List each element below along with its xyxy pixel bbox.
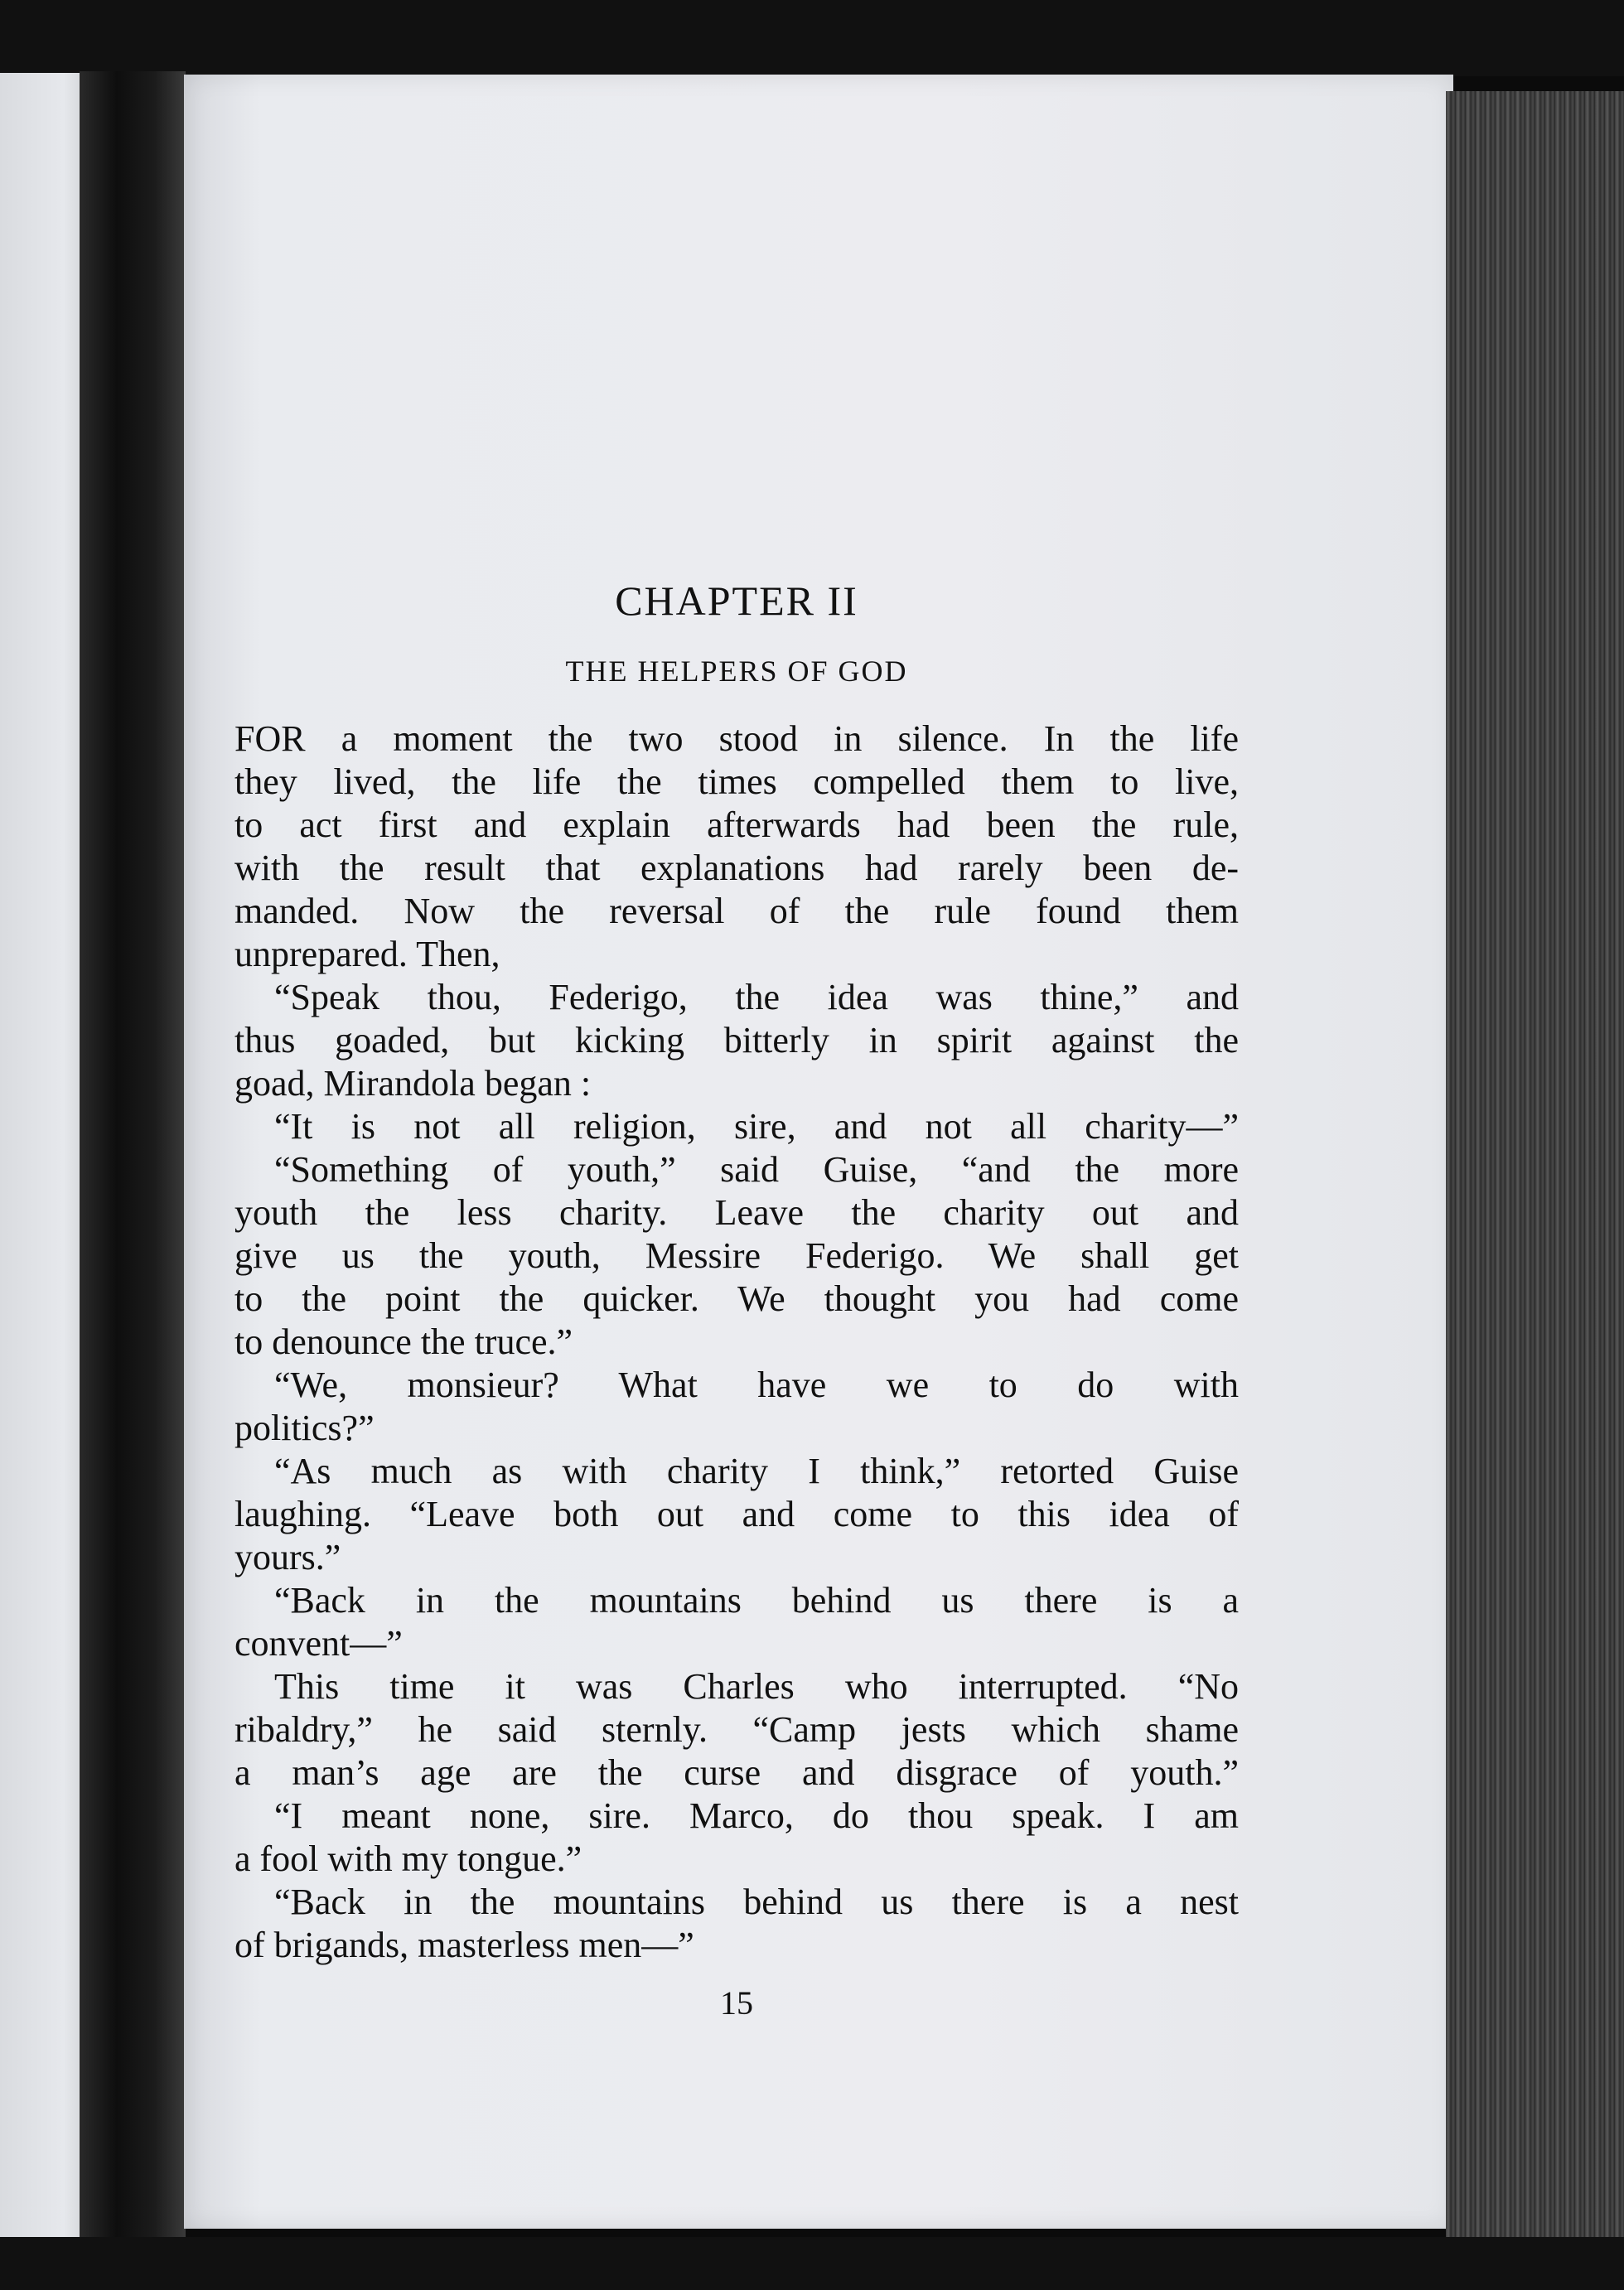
text-line: “As much as with charity I think,” retorted Guise — [274, 1451, 1239, 1491]
book-gutter — [80, 71, 186, 2259]
book-fore-edge — [1446, 91, 1624, 2290]
text-line: with the result that explanations had rarely been de- — [234, 848, 1239, 888]
text-line: This time it was Charles who interrupted. “No — [274, 1666, 1239, 1707]
text-line: goad, Mirandola began : — [234, 1063, 592, 1104]
text-line: “Something of youth,” said Guise, “and the more — [274, 1149, 1239, 1190]
facing-page-edge — [0, 73, 91, 2268]
text-line: yours.” — [234, 1537, 341, 1577]
text-line: convent—” — [234, 1623, 403, 1664]
text-line: to the point the quicker. We thought you had come — [234, 1278, 1239, 1319]
text-line: ribaldry,” he said sternly. “Camp jests which shame — [234, 1709, 1239, 1750]
scan-top-border — [0, 0, 1624, 76]
text-line: “We, monsieur? What have we to do with — [274, 1365, 1239, 1405]
text-line: politics?” — [234, 1408, 375, 1448]
chapter-subtitle: THE HELPERS OF GOD — [565, 655, 908, 688]
text-line: FOR a moment the two stood in silence. In the life — [234, 718, 1239, 759]
text-line: laughing. “Leave both out and come to this idea of — [234, 1494, 1239, 1534]
text-line: thus goaded, but kicking bitterly in spirit against the — [234, 1020, 1239, 1060]
text-line: a fool with my tongue.” — [234, 1838, 582, 1879]
page-text-block — [234, 577, 1239, 2022]
text-line: of brigands, masterless men—” — [234, 1925, 694, 1965]
text-line: “It is not all religion, sire, and not all charity—” — [274, 1106, 1239, 1147]
text-line: give us the youth, Messire Federigo. We shall get — [234, 1235, 1239, 1276]
text-line: to denounce the truce.” — [234, 1321, 573, 1362]
chapter-title: CHAPTER II — [615, 577, 858, 624]
text-line: youth the less charity. Leave the charity out and — [234, 1192, 1239, 1233]
text-line: “Back in the mountains behind us there is a — [274, 1580, 1239, 1621]
text-line: unprepared. Then, — [234, 934, 500, 974]
text-line: “I meant none, sire. Marco, do thou speak. I am — [274, 1795, 1239, 1836]
text-line: a man’s age are the curse and disgrace of youth.” — [234, 1752, 1239, 1793]
text-line: to act first and explain afterwards had been the rule, — [234, 804, 1239, 845]
text-line: they lived, the life the times compelled them to live, — [234, 761, 1239, 802]
scan-bottom-border — [0, 2237, 1624, 2290]
text-line: “Speak thou, Federigo, the idea was thine,” and — [274, 977, 1239, 1017]
page-number: 15 — [720, 1984, 753, 2022]
text-line: “Back in the mountains behind us there is a nest — [274, 1882, 1239, 1922]
text-line: manded. Now the reversal of the rule found them — [234, 891, 1239, 931]
